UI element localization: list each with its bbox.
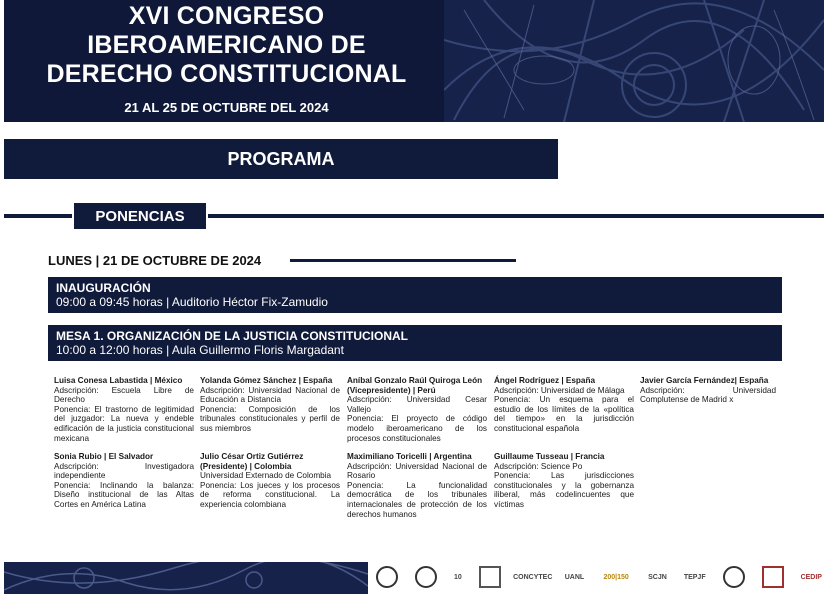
day-divider <box>290 259 516 262</box>
shield-logo-icon <box>762 566 784 588</box>
speaker-name: Sonia Rubio | El Salvador <box>54 452 154 461</box>
iij-logo-icon <box>376 566 398 588</box>
congress-dates: 21 AL 25 DE OCTUBRE DEL 2024 <box>124 100 329 115</box>
mural-decoration <box>444 0 824 122</box>
concytec-logo-icon: CONCYTEC <box>513 573 553 581</box>
speaker-card <box>54 452 194 510</box>
scjn-logo-icon: SCJN <box>648 573 667 581</box>
header-banner <box>4 0 824 122</box>
speaker-card <box>494 376 634 434</box>
speaker-card <box>200 376 340 434</box>
tepjf-logo-icon: TEPJF <box>683 573 706 581</box>
anniversary-logo-icon: 200|150 <box>603 573 629 581</box>
speaker-name: Guillaume Tusseau | Francia <box>494 452 605 461</box>
speaker-name: Maximiliano Toricelli | Argentina <box>347 452 472 461</box>
day-heading: LUNES | 21 DE OCTUBRE DE 2024 <box>48 253 262 268</box>
building-logo-icon <box>479 566 501 588</box>
seal-logo-icon <box>723 566 745 588</box>
uanl-logo-icon: UANL <box>564 573 585 581</box>
speaker-details: Universidad Externado de Colombia Ponencia: Los jueces y los procesos de reforma constitucional. La experiencia colombiana <box>200 471 340 509</box>
speaker-details: Adscripción: Science Po Ponencia: Las jurisdicciones constitucionales y la gobernanza iliberal, más codelincuentes que víctimas <box>494 461 634 509</box>
speaker-details: Adscripción: Investigadora independiente Ponencia: Inclinando la balanza: Diseño institucional de las Altas Cortes en América Latina <box>54 461 194 509</box>
title-line-2: IBEROAMERICANO DE <box>87 31 366 59</box>
speaker-card <box>347 376 487 443</box>
programa-heading: PROGRAMA <box>4 139 558 179</box>
speaker-card <box>200 452 340 510</box>
speaker-card <box>494 452 634 510</box>
congress-title <box>4 2 449 89</box>
speaker-card <box>347 452 487 519</box>
session-time: 09:00 a 09:45 horas | Auditorio Héctor Fix-Zamudio <box>56 295 328 309</box>
session-time: 10:00 a 12:00 horas | Aula Guillermo Floris Margadant <box>56 343 344 357</box>
session-title: MESA 1. ORGANIZACIÓN DE LA JUSTICIA CONSTITUCIONAL <box>56 329 409 343</box>
title-line-3: DERECHO CONSTITUCIONAL <box>46 60 407 88</box>
speaker-details: Adscripción: Escuela Libre de Derecho Ponencia: El trastorno de legitimidad del juzgador: La nueva y endeble edificación de la justicia constitucional mexicana <box>54 385 194 443</box>
cedip-logo-icon: CEDIP <box>800 573 822 581</box>
speaker-details: Adscripción: Universidad Nacional de Educación a Distancia Ponencia: Composición de los tribunales constitucionales y perfil de sus miembros <box>200 385 340 433</box>
ponencias-heading: PONENCIAS <box>72 201 208 231</box>
speaker-details: Adscripción: Universidad Cesar Vallejo Ponencia: El proyecto de código modelo iberoamericano de los procesos constitucionales <box>347 395 487 443</box>
unam-logo-icon <box>415 566 437 588</box>
footer-mural-decoration <box>4 562 368 594</box>
speaker-details: Adscripción: Universidad Complutense de Madrid x <box>640 385 776 405</box>
speaker-name: Yolanda Gómez Sánchez | España <box>200 376 333 385</box>
session-inauguracion <box>48 277 782 313</box>
logo-10-icon: 10 <box>453 573 462 581</box>
speaker-card <box>54 376 194 443</box>
speaker-name: Julio César Ortiz Gutiérrez (Presidente) | Colombia <box>200 452 304 471</box>
session-mesa-1 <box>48 325 782 361</box>
speaker-card <box>640 376 776 405</box>
speaker-name: Ángel Rodríguez | España <box>494 376 596 385</box>
speaker-name: Javier García Fernández| España <box>640 376 769 385</box>
speaker-name: Luisa Conesa Labastida | México <box>54 376 183 385</box>
speaker-details: Adscripción: Universidad Nacional de Rosario Ponencia: La funcionalidad democrática de los tribunales internacionales de protección de los derechos humanos <box>347 461 487 519</box>
sponsor-logos <box>376 560 822 594</box>
title-line-1: XVI CONGRESO <box>128 2 325 30</box>
speaker-name: Aníbal Gonzalo Raúl Quiroga León (Vicepresidente) | Perú <box>347 376 483 395</box>
speaker-details: Adscripción: Universidad de Málaga Ponencia: Un esquema para el estudio de los límites de la «política del tiempo» en la jurisdicción constitucional española <box>494 385 634 433</box>
session-title: INAUGURACIÓN <box>56 281 151 295</box>
